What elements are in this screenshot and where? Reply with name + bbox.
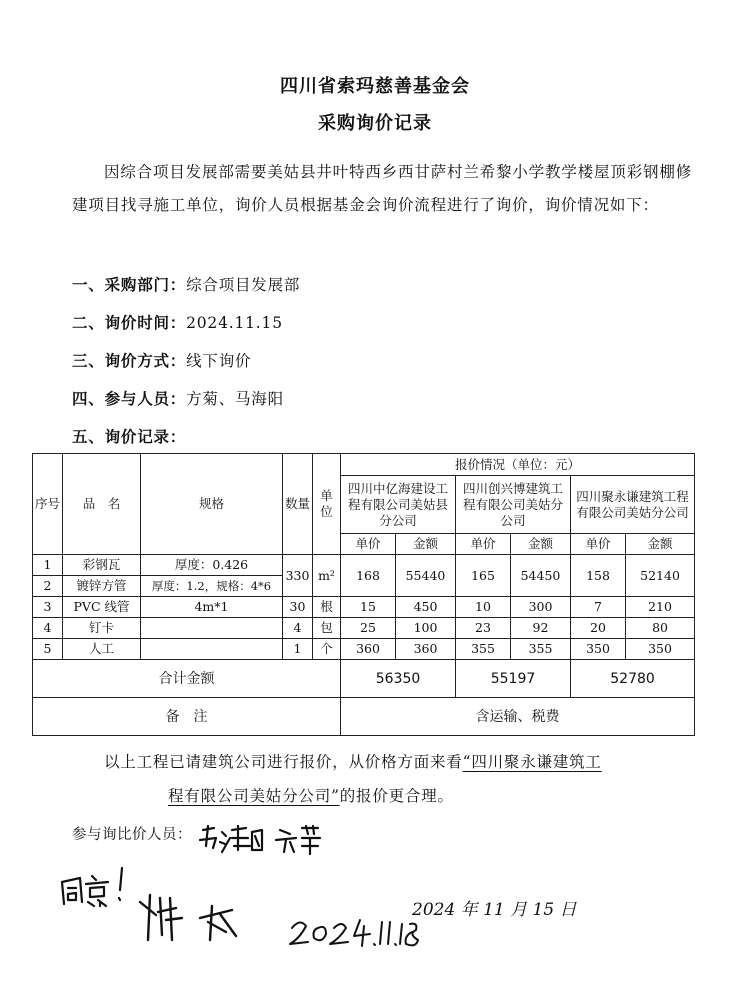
total-label: 合计金额 <box>33 660 341 698</box>
conclusion-line-1 <box>72 745 692 779</box>
vendor-1-amount: 55440 <box>396 555 456 597</box>
table-row <box>33 639 695 660</box>
vendor-1-amount: 450 <box>396 597 456 618</box>
item-label: 五、询价记录： <box>72 428 187 446</box>
vendor-3-amount: 350 <box>626 639 695 660</box>
row-no: 4 <box>33 618 63 639</box>
vendor-2-price: 165 <box>456 555 511 597</box>
row-unit: 根 <box>313 597 341 618</box>
table-row <box>33 597 695 618</box>
vendor-1-price: 168 <box>341 555 396 597</box>
row-name: 彩钢瓦 <box>63 555 141 576</box>
item-inquiry-time <box>72 311 283 333</box>
row-unit: m² <box>313 555 341 597</box>
item-inquiry-method <box>72 349 251 371</box>
row-qty: 330 <box>283 555 313 597</box>
header-amount: 金额 <box>626 534 695 555</box>
row-unit: 包 <box>313 618 341 639</box>
row-name: 人工 <box>63 639 141 660</box>
doc-title: 采购询价记录 <box>318 113 432 134</box>
remark-value: 含运输、税费 <box>341 698 695 736</box>
vendor-2-price: 23 <box>456 618 511 639</box>
inquiry-table <box>32 453 695 736</box>
vendor-3-price: 158 <box>571 555 626 597</box>
vendor-3-amount: 80 <box>626 618 695 639</box>
approval-note <box>62 868 122 906</box>
table-row <box>33 618 695 639</box>
conclusion-vendor-a: “四川聚永谦建筑工 <box>462 753 602 771</box>
row-qty: 4 <box>283 618 313 639</box>
row-no: 5 <box>33 639 63 660</box>
vendor-2-amount: 54450 <box>511 555 571 597</box>
vendor-1-amount: 100 <box>396 618 456 639</box>
item-purchase-dept <box>72 273 300 295</box>
item-label: 二、询价时间： <box>72 314 187 332</box>
vendor-1-price: 15 <box>341 597 396 618</box>
participant-signature <box>200 826 320 854</box>
org-title: 四川省索玛慈善基金会 <box>280 76 470 97</box>
intro-paragraph: 因综合项目发展部需要美姑县井叶特西乡西甘萨村兰希黎小学教学楼屋顶彩钢棚修建项目找寻施工单位，询价人员根据基金会询价流程进行了询价，询价情况如下： <box>72 163 692 214</box>
item-participants <box>72 387 284 409</box>
vendor-2-price: 10 <box>456 597 511 618</box>
conclusion-prefix: 以上工程已请建筑公司进行报价，从价格方面来看 <box>104 753 463 771</box>
remark-row <box>33 698 695 736</box>
header-price: 单价 <box>571 534 626 555</box>
vendor-1-amount: 360 <box>396 639 456 660</box>
row-qty: 30 <box>283 597 313 618</box>
header-price: 单价 <box>341 534 396 555</box>
row-no: 1 <box>33 555 63 576</box>
header-unit: 单位 <box>313 454 341 555</box>
signing-date-text: 2024 年 11 月 15 日 <box>412 900 577 920</box>
vendor-2-amount: 300 <box>511 597 571 618</box>
remark-label: 备 注 <box>33 698 341 736</box>
row-unit: 个 <box>313 639 341 660</box>
vendor-3-total: 52780 <box>571 660 695 698</box>
vendor-2-amount: 92 <box>511 618 571 639</box>
item-value: 2024.11.15 <box>186 314 283 332</box>
header-name: 品 名 <box>63 454 141 555</box>
vendor-1-price: 360 <box>341 639 396 660</box>
item-inquiry-record <box>72 425 186 447</box>
vendor-3-amount: 210 <box>626 597 695 618</box>
header-quote: 报价情况（单位：元） <box>341 454 695 476</box>
participants-label: 参与询比价人员： <box>72 827 192 843</box>
vendor-3-amount: 52140 <box>626 555 695 597</box>
row-spec <box>141 639 283 660</box>
total-row <box>33 660 695 698</box>
item-value: 综合项目发展部 <box>186 276 301 294</box>
conclusion-vendor-b: 程有限公司美姑分公司” <box>168 787 340 805</box>
vendor-2-price: 355 <box>456 639 511 660</box>
item-label: 三、询价方式： <box>72 352 187 370</box>
row-spec: 厚度：1.2，规格：4*6 <box>141 576 283 597</box>
header-price: 单价 <box>456 534 511 555</box>
conclusion-suffix: 的报价更合理。 <box>339 787 454 805</box>
row-name: 镀锌方管 <box>63 576 141 597</box>
vendor-2-header: 四川创兴博建筑工程有限公司美姑分公司 <box>456 476 571 534</box>
header-amount: 金额 <box>396 534 456 555</box>
vendor-3-price: 20 <box>571 618 626 639</box>
row-name: 钉卡 <box>63 618 141 639</box>
header-amount: 金额 <box>511 534 571 555</box>
row-no: 3 <box>33 597 63 618</box>
header-no: 序号 <box>33 454 63 555</box>
item-value: 方菊、马海阳 <box>186 390 284 408</box>
item-value: 线下询价 <box>186 352 252 370</box>
written-date <box>290 920 418 946</box>
vendor-3-price: 350 <box>571 639 626 660</box>
vendor-1-header: 四川中亿海建设工程有限公司美姑县分公司 <box>341 476 456 534</box>
vendor-3-header: 四川聚永谦建筑工程有限公司美姑分公司 <box>571 476 695 534</box>
item-label: 四、参与人员： <box>72 390 187 408</box>
vendor-1-price: 25 <box>341 618 396 639</box>
item-label: 一、采购部门： <box>72 276 187 294</box>
vendor-3-price: 7 <box>571 597 626 618</box>
conclusion-line-2 <box>168 779 688 813</box>
vendor-2-amount: 355 <box>511 639 571 660</box>
table-row <box>33 555 695 576</box>
row-qty: 1 <box>283 639 313 660</box>
row-name: PVC 线管 <box>63 597 141 618</box>
row-spec <box>141 618 283 639</box>
leader-signature <box>140 895 236 940</box>
vendor-2-total: 55197 <box>456 660 571 698</box>
row-spec: 厚度：0.426 <box>141 555 283 576</box>
header-spec: 规格 <box>141 454 283 555</box>
row-no: 2 <box>33 576 63 597</box>
vendor-1-total: 56350 <box>341 660 456 698</box>
row-spec: 4m*1 <box>141 597 283 618</box>
header-qty: 数量 <box>283 454 313 555</box>
